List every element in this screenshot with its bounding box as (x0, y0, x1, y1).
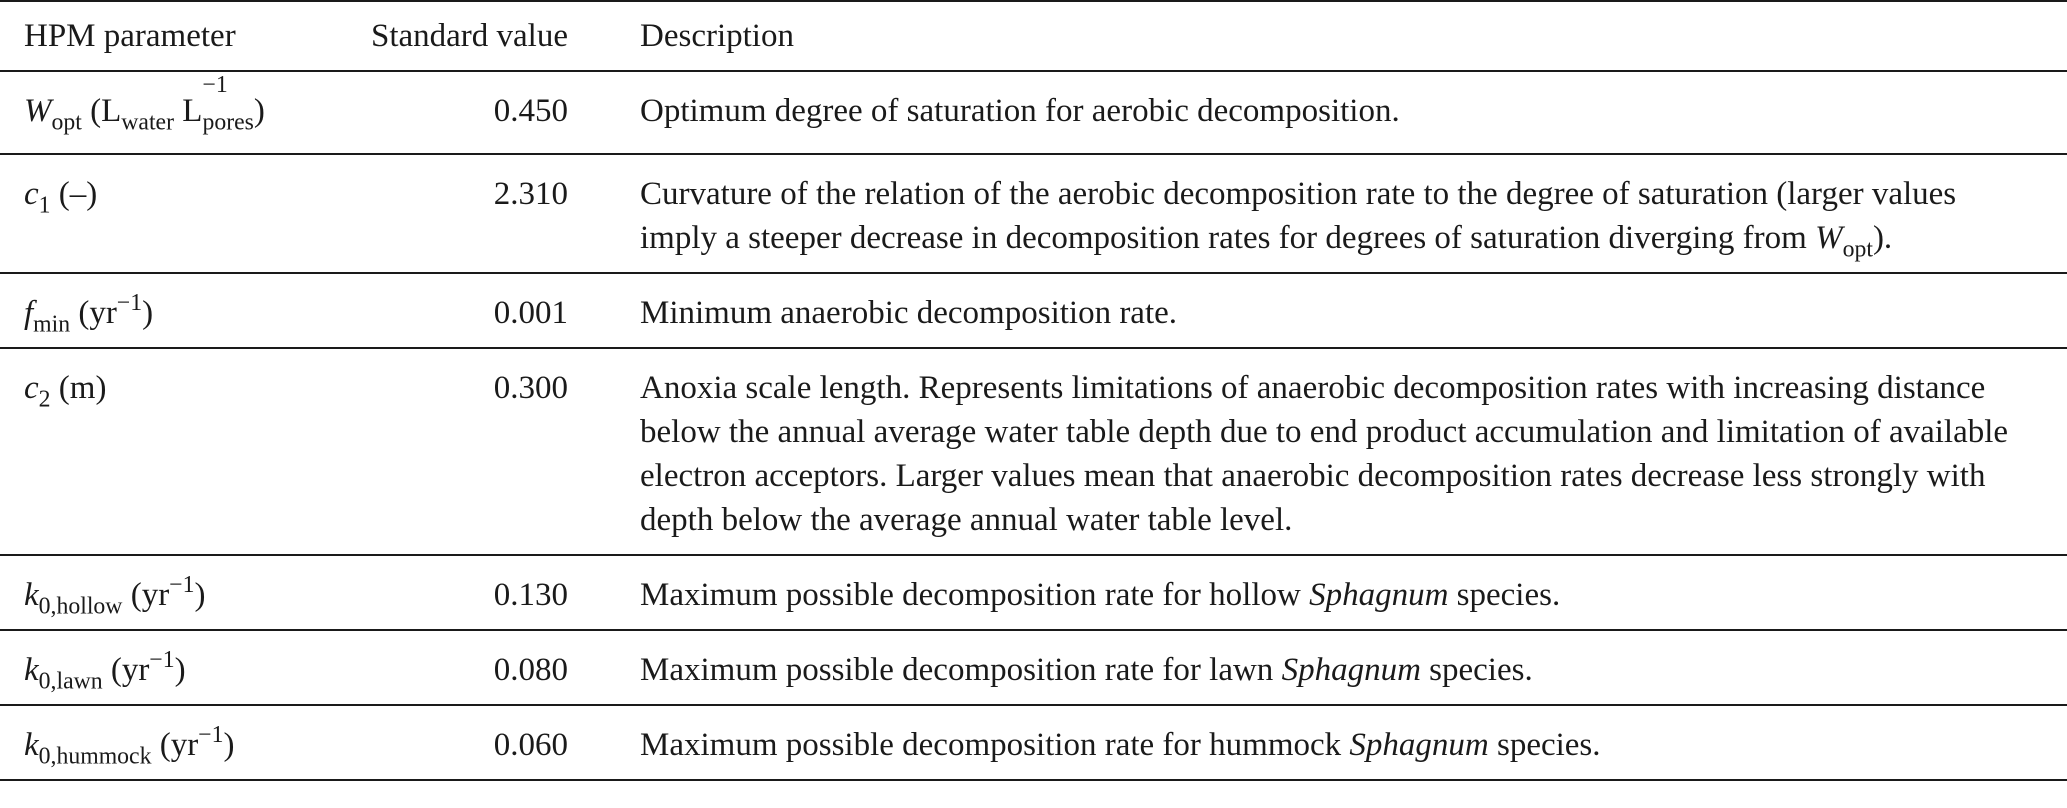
description-symbol: W (1815, 220, 1843, 256)
value-cell: 2.310 (493, 176, 568, 212)
param-unit (159, 721, 235, 763)
description-text-end: ). (1872, 220, 1893, 256)
description-cell: Anoxia scale length. Represents limitations of anaerobic decomposition rates with increasing distance below the annual average water table depth due to end product accumulation and limitation of available electron acceptors. Larger values mean that anaerobic decomposition rates decrease less strongly with depth below the average annual water table level. (640, 370, 2009, 538)
param-symbol: c (24, 370, 39, 406)
unit-open: (yr (110, 652, 150, 688)
value-cell: 0.080 (493, 652, 568, 688)
header-param: HPM parameter (24, 18, 236, 54)
param-subscript: 0,hummock (38, 743, 152, 770)
param-symbol: k (24, 652, 39, 688)
unit-subscript-water: water (121, 109, 175, 136)
param-subscript: 0,hollow (38, 593, 123, 620)
description-cell (620, 555, 2067, 630)
value-cell: 0.130 (493, 577, 568, 613)
param-cell (0, 555, 280, 630)
value-cell: 0.450 (493, 93, 568, 129)
param-cell (0, 273, 280, 348)
description-cell: Minimum anaerobic decomposition rate. (640, 295, 1178, 331)
description-text-end: species. (1420, 652, 1533, 688)
unit-open: (yr (78, 295, 117, 331)
param-unit: (–) (58, 176, 98, 212)
param-cell (0, 154, 280, 273)
description-text: Maximum possible decomposition rate for hollow (640, 577, 1310, 613)
param-symbol: k (24, 577, 39, 613)
param-subscript: opt (51, 109, 82, 136)
param-subscript: 1 (38, 192, 51, 219)
description-genus: Sphagnum (1349, 727, 1489, 763)
header-value: Standard value (370, 18, 568, 54)
table-row (0, 705, 2067, 780)
table-row (0, 555, 2067, 630)
param-subscript: min (33, 311, 71, 338)
param-symbol: W (24, 93, 52, 129)
param-unit (110, 646, 186, 688)
description-cell (620, 154, 2067, 273)
unit-supsub-stack: −1 $_{pores}$ (202, 72, 254, 136)
table-row (0, 154, 2067, 273)
param-cell (0, 630, 280, 705)
param-subscript: 2 (38, 386, 51, 413)
unit-mid: L (174, 93, 203, 129)
table-row (0, 273, 2067, 348)
value-cell: 0.001 (493, 295, 568, 331)
unit-superscript: −1 (116, 289, 143, 316)
unit-superscript: −1 (149, 646, 175, 673)
description-cell: Optimum degree of saturation for aerobic decomposition. (640, 93, 1400, 129)
unit-superscript: −1 (169, 571, 195, 598)
table-row (0, 348, 2067, 555)
param-unit (78, 289, 154, 331)
description-genus: Sphagnum (1281, 652, 1421, 688)
description-text: Curvature of the relation of the aerobic decomposition rate to the degree of saturation (larger values imply a steeper decrease in decomposition rates for degrees of saturation diverging from (640, 176, 1957, 256)
param-unit (130, 571, 206, 613)
param-cell (0, 705, 280, 780)
description-genus: Sphagnum (1309, 577, 1449, 613)
param-subscript: 0,lawn (38, 668, 103, 695)
param-cell (0, 348, 280, 555)
unit-subscript-pores: pores (202, 109, 254, 136)
description-subscript: opt (1842, 236, 1873, 263)
param-symbol: c (24, 176, 39, 212)
description-text: Maximum possible decomposition rate for lawn (640, 652, 1282, 688)
description-cell (620, 705, 2067, 780)
unit-superscript: −1 (198, 721, 224, 748)
unit-open: (yr (159, 727, 199, 763)
description-text-end: species. (1448, 577, 1561, 613)
description-cell (620, 630, 2067, 705)
unit-open: (yr (130, 577, 170, 613)
value-cell: 0.060 (493, 727, 568, 763)
table-header (0, 1, 2067, 71)
unit-open: (L (90, 93, 122, 129)
description-text: Maximum possible decomposition rate for hummock (640, 727, 1350, 763)
param-unit: (m) (58, 370, 107, 406)
table-row (0, 630, 2067, 705)
param-unit (90, 72, 265, 136)
param-symbol: f (24, 295, 34, 331)
unit-close: ) (174, 652, 186, 688)
unit-close: ) (253, 93, 265, 129)
value-cell: 0.300 (493, 370, 568, 406)
description-text-end: species. (1488, 727, 1601, 763)
param-cell (0, 71, 280, 154)
header-description: Description (640, 18, 794, 54)
unit-close: ) (142, 295, 154, 331)
unit-close: ) (223, 727, 235, 763)
header-row (0, 1, 2067, 71)
table-body (0, 71, 2067, 780)
param-symbol: k (24, 727, 39, 763)
unit-close: ) (194, 577, 206, 613)
table-row (0, 71, 2067, 154)
